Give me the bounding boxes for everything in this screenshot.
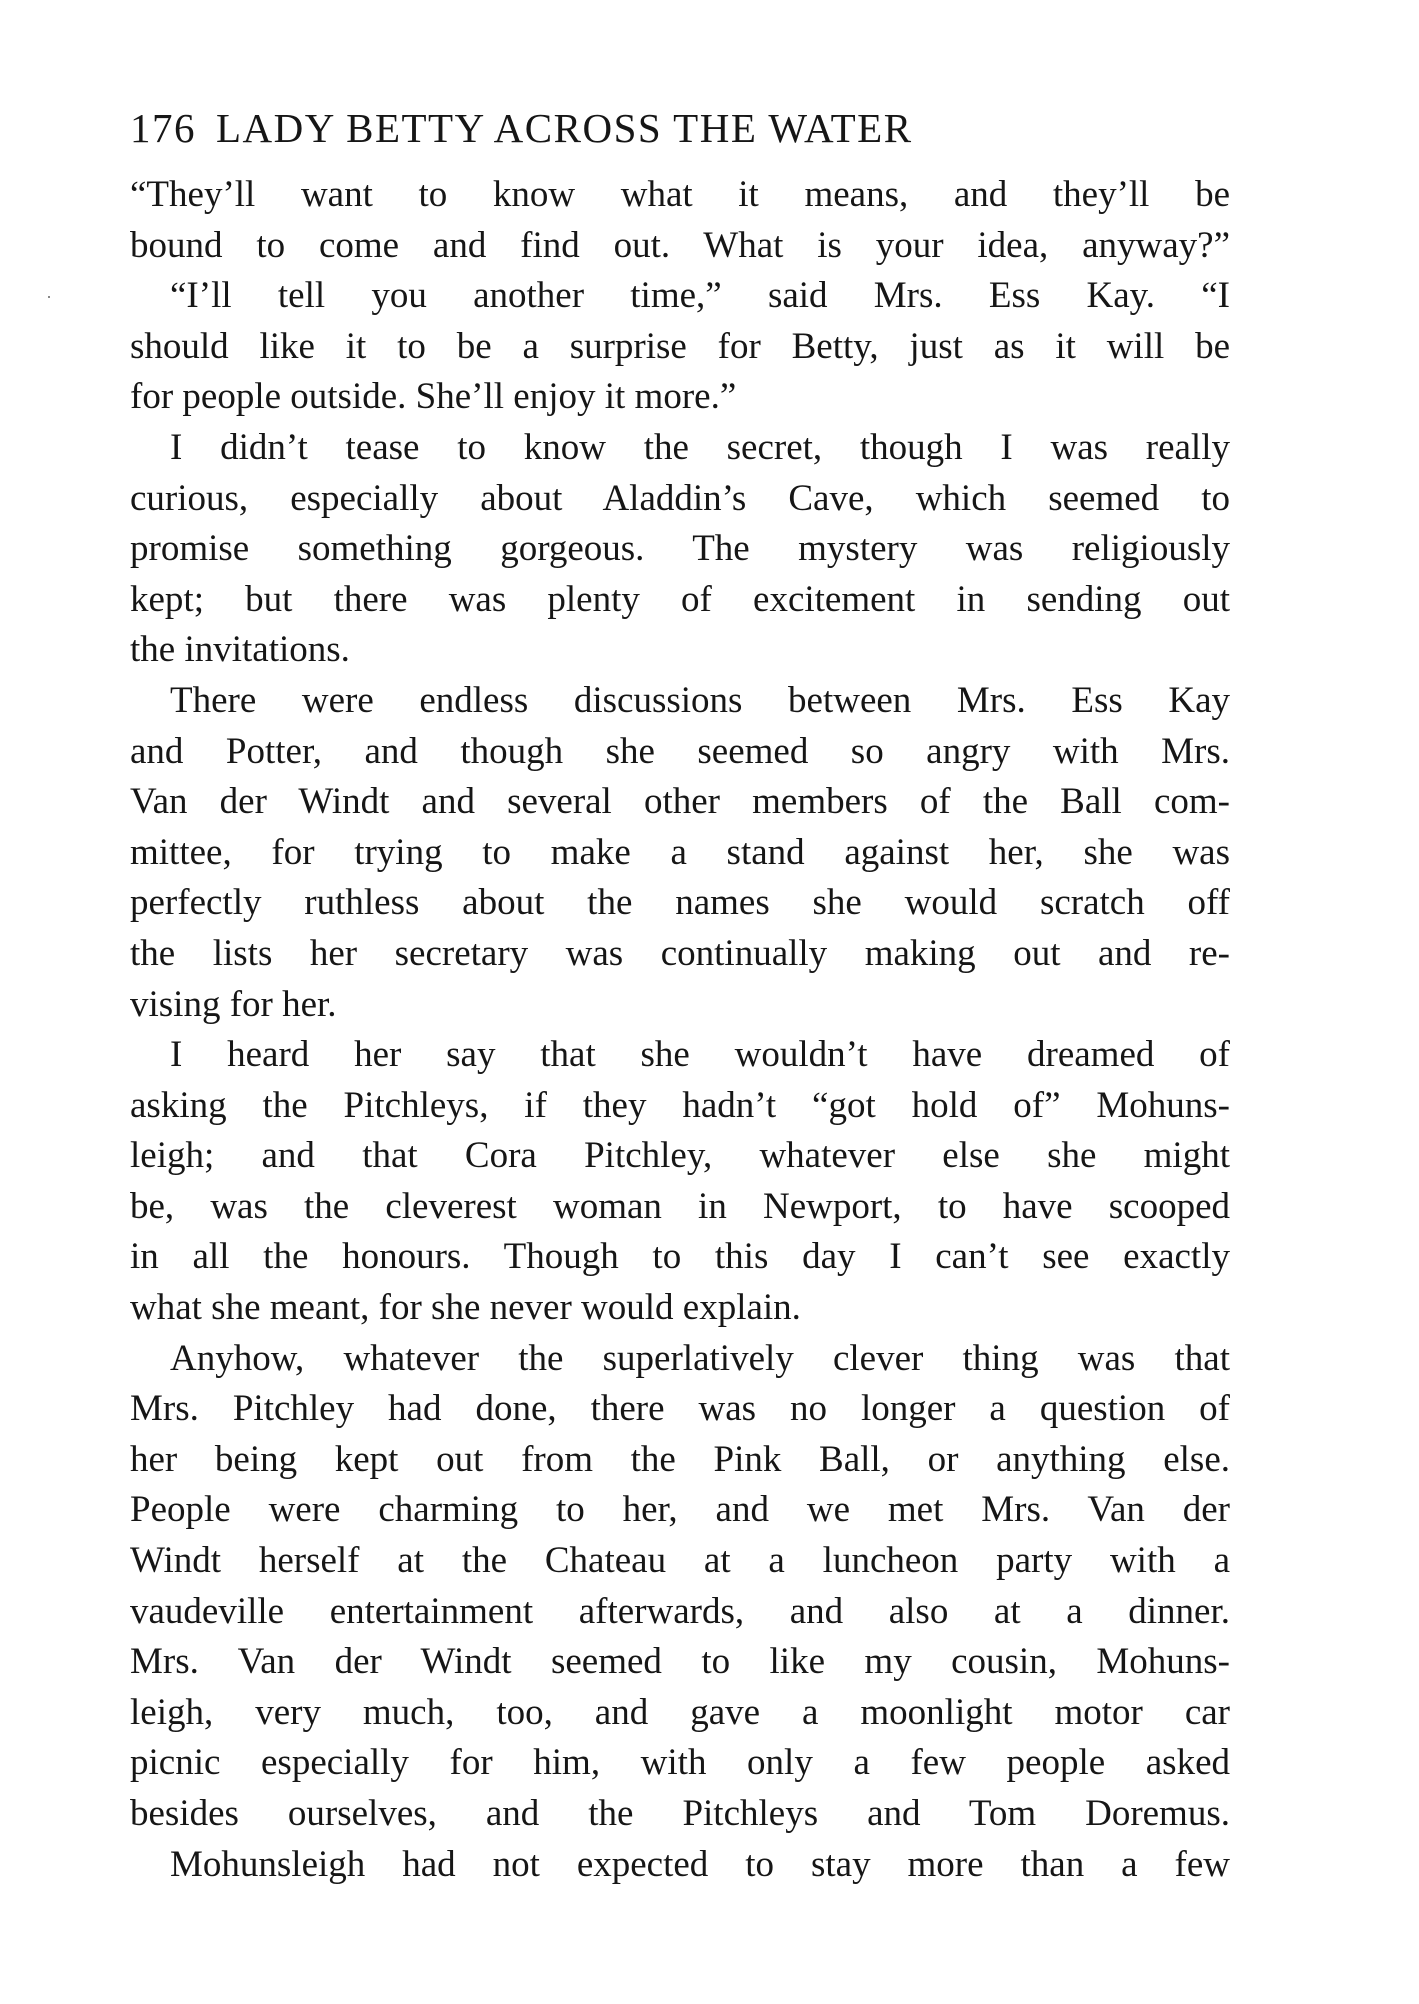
text-line: what she meant, for she never would explain. <box>130 1287 801 1329</box>
text-line: Mohunsleigh had not expected to stay more than a few <box>170 1843 1230 1885</box>
text-line: Anyhow, whatever the superlatively clever thing was that <box>170 1337 1230 1379</box>
text-line: her being kept out from the Pink Ball, or anything else. <box>130 1438 1230 1480</box>
text-line: mittee, for trying to make a stand against her, she was <box>130 831 1230 873</box>
scan-speck <box>48 296 50 298</box>
text-line: in all the honours. Though to this day I can’t see exactly <box>130 1236 1230 1278</box>
text-line: vaudeville entertainment afterwards, and also at a dinner. <box>130 1590 1230 1632</box>
text-line: People were charming to her, and we met Mrs. Van der <box>130 1489 1230 1531</box>
text-line: asking the Pitchleys, if they hadn’t “got hold of” Mohuns- <box>130 1084 1230 1126</box>
text-line: I heard her say that she wouldn’t have dreamed of <box>170 1034 1230 1076</box>
text-line: Mrs. Pitchley had done, there was no longer a question of <box>130 1388 1230 1430</box>
text-line: There were endless discussions between Mrs. Ess Kay <box>170 679 1230 721</box>
text-line: leigh, very much, too, and gave a moonlight motor car <box>130 1691 1230 1733</box>
text-line: leigh; and that Cora Pitchley, whatever else she might <box>130 1135 1230 1177</box>
text-line: promise something gorgeous. The mystery was religiously <box>130 528 1230 570</box>
running-head <box>130 100 1130 156</box>
text-line: and Potter, and though she seemed so angry with Mrs. <box>130 730 1230 772</box>
text-line: perfectly ruthless about the names she would scratch off <box>130 882 1230 924</box>
text-line: “I’ll tell you another time,” said Mrs. Ess Kay. “I <box>170 275 1230 317</box>
text-line: picnic especially for him, with only a few people asked <box>130 1742 1230 1784</box>
text-line: I didn’t tease to know the secret, though I was really <box>170 426 1230 468</box>
text-line: the invitations. <box>130 629 350 671</box>
text-line: should like it to be a surprise for Betty, just as it will be <box>130 325 1230 367</box>
text-line: Windt herself at the Chateau at a luncheon party with a <box>130 1540 1230 1582</box>
text-line: vising for her. <box>130 983 337 1025</box>
text-line: besides ourselves, and the Pitchleys and Tom Doremus. <box>130 1793 1230 1834</box>
text-line: Van der Windt and several other members of the Ball com- <box>130 781 1230 823</box>
text-line: Mrs. Van der Windt seemed to like my cousin, Mohuns- <box>130 1641 1230 1683</box>
text-line: the lists her secretary was continually making out and re- <box>130 932 1230 974</box>
text-line: kept; but there was plenty of excitement in sending out <box>130 578 1230 620</box>
running-title: LADY BETTY ACROSS THE WATER <box>216 105 913 151</box>
text-line: bound to come and find out. What is your idea, anyway?” <box>130 224 1230 266</box>
text-line: be, was the cleverest woman in Newport, to have scooped <box>130 1185 1230 1227</box>
text-line: “They’ll want to know what it means, and they’ll be <box>130 174 1230 215</box>
page-number: 176 <box>130 105 196 151</box>
body-text <box>130 170 1230 1890</box>
text-line: curious, especially about Aladdin’s Cave, which seemed to <box>130 477 1230 519</box>
text-line: for people outside. She’ll enjoy it more.” <box>130 376 737 418</box>
